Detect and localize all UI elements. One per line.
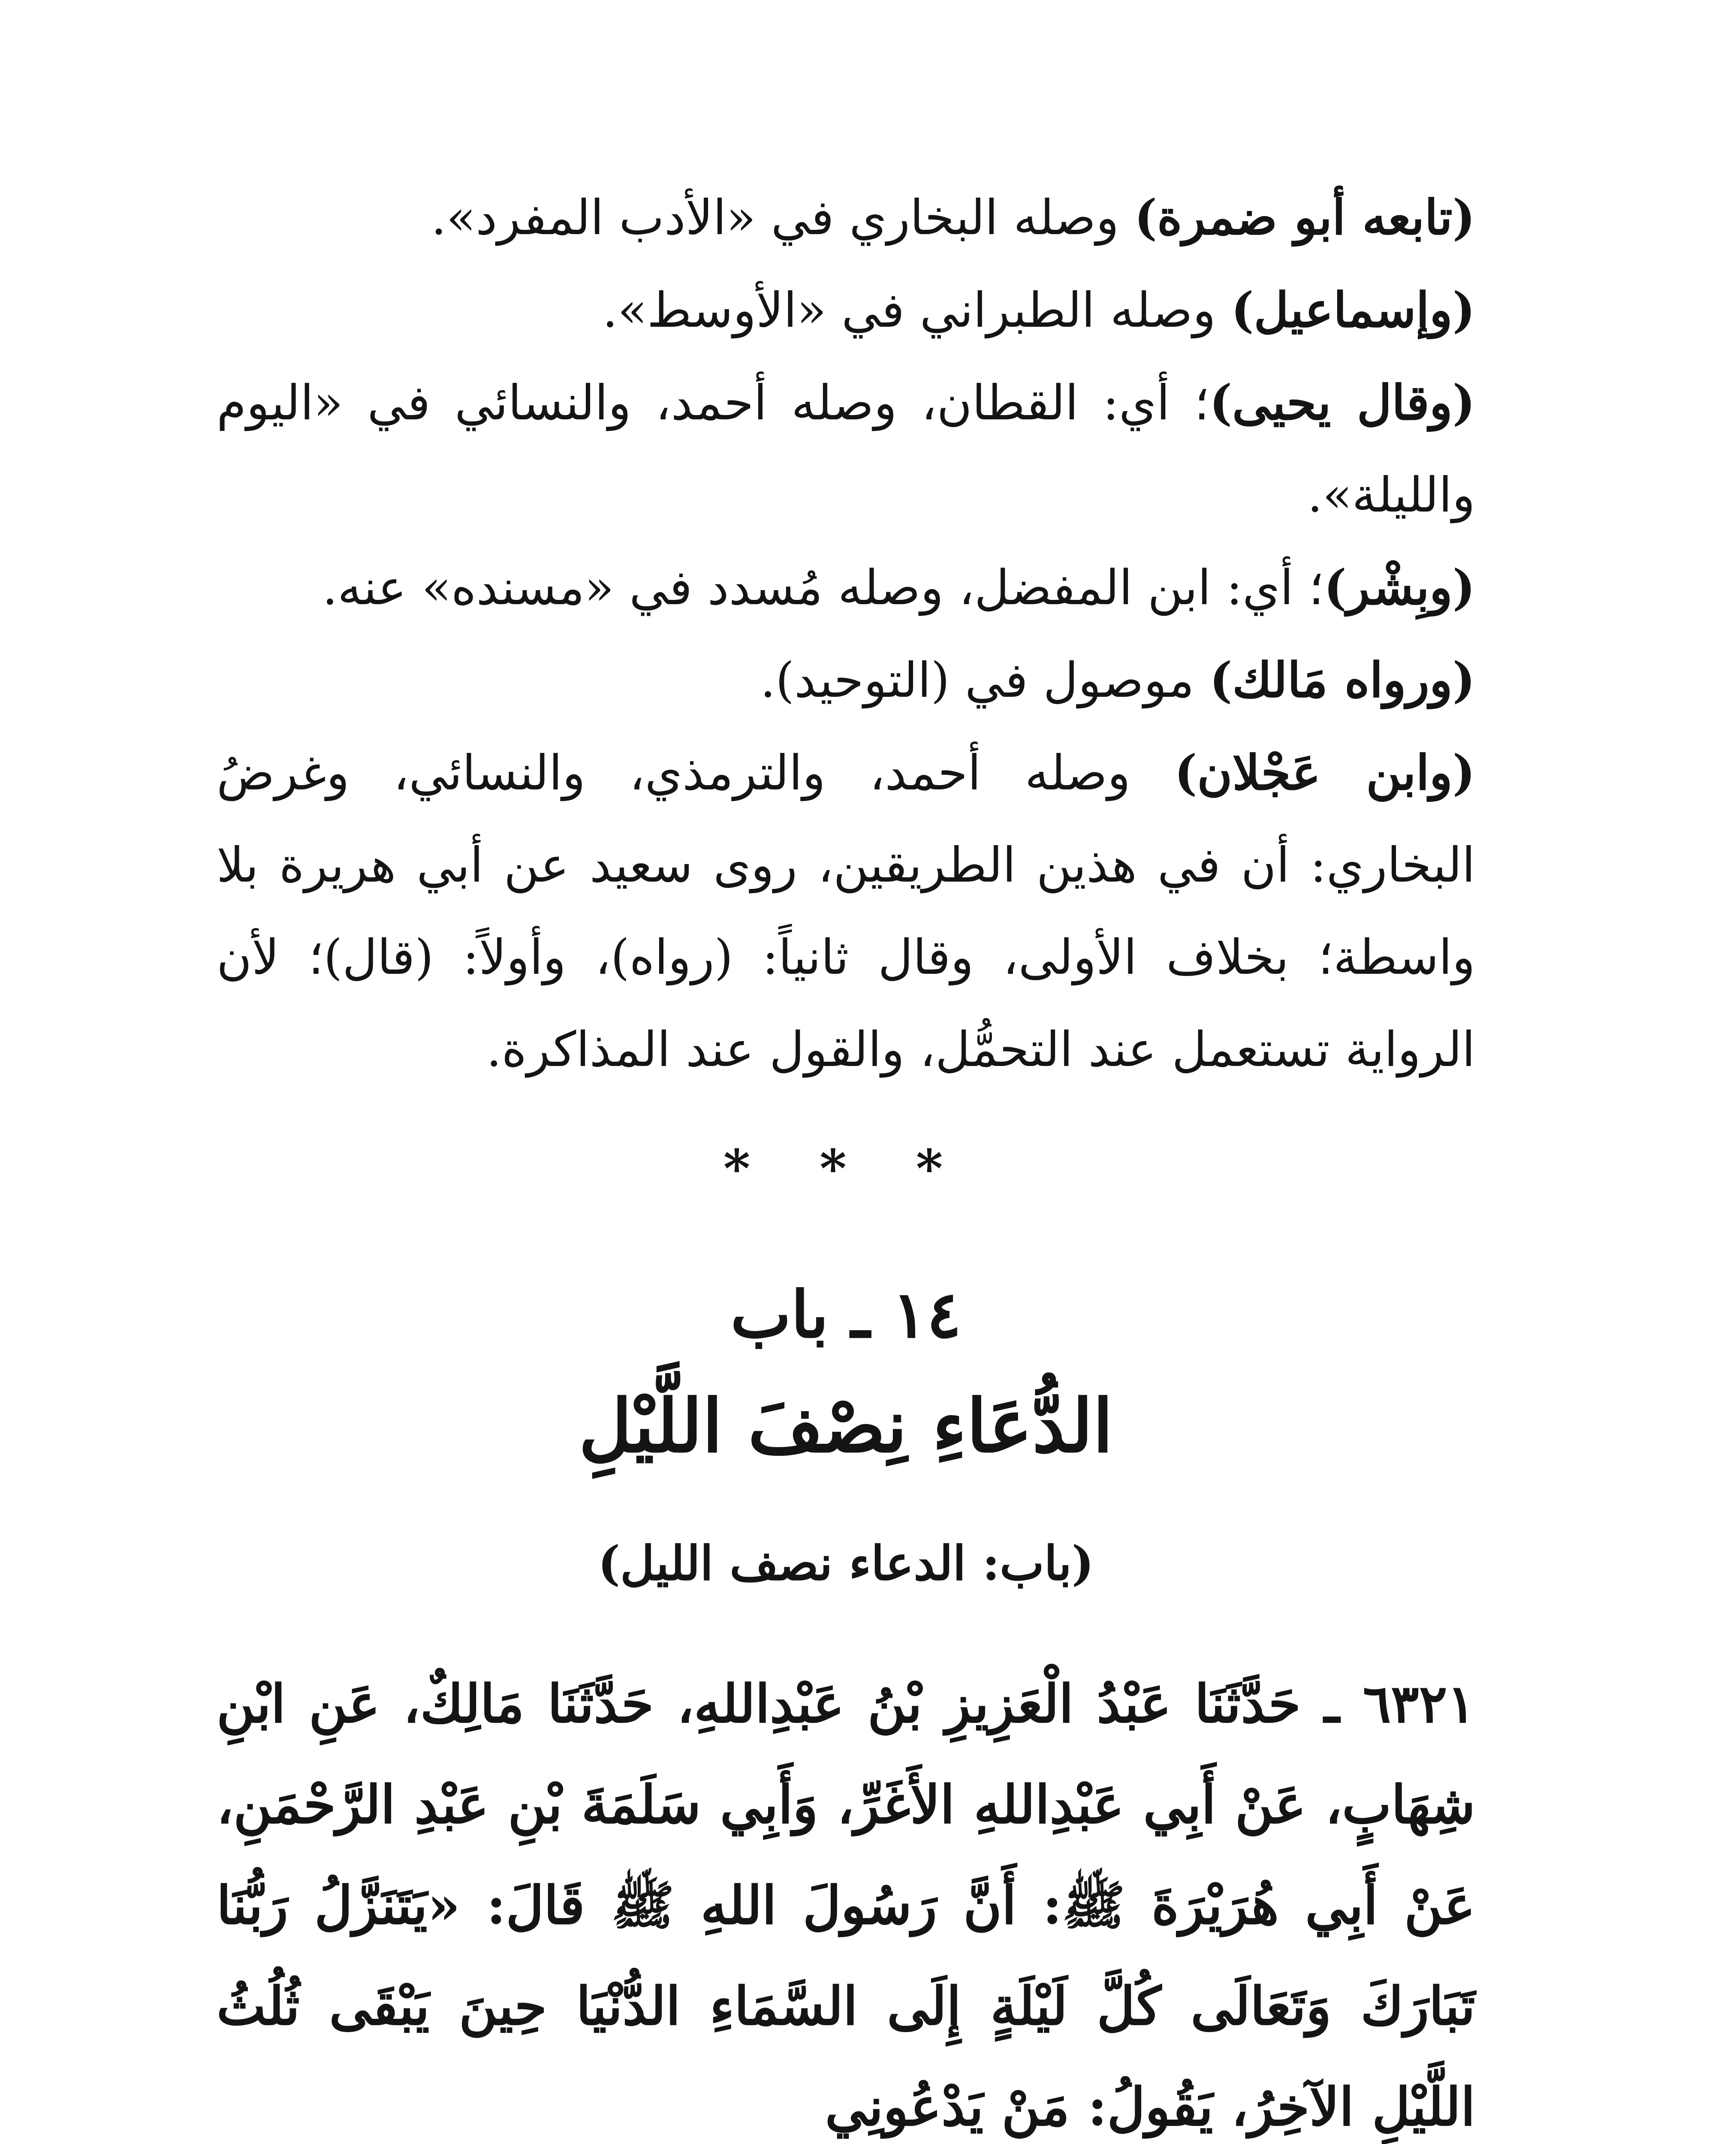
paragraph-lead: (تابعه أبو ضمرة)	[1134, 190, 1475, 246]
paragraph-text: موصول في (التوحيد).	[760, 653, 1210, 708]
text-column	[217, 172, 1475, 2144]
commentary-paragraph-2	[217, 264, 1475, 357]
commentary-paragraph-3	[217, 357, 1475, 542]
chapter-number: ١٤ ـ باب	[730, 1277, 961, 1352]
paragraph-lead: (وابن عَجْلان)	[1174, 745, 1476, 801]
commentary-paragraph-5	[217, 634, 1475, 727]
paragraph-lead: (ورواه مَالك)	[1209, 652, 1475, 708]
hadith-text: ٦٣٢١ ـ حَدَّثَنَا عَبْدُ الْعَزِيزِ بْنُ عَبْدِاللهِ، حَدَّثَنَا مَالِكٌ، عَنِ ابْنِ شِهَابٍ، عَنْ أَبِي عَبْدِاللهِ الأَغَرِّ، وَأَبِي سَلَمَةَ بْنِ عَبْدِ الرَّحْمَنِ، عَنْ أَبِي هُرَيْرَةَ ﷺ: أَنَّ رَسُولَ اللهِ ﷺ قَالَ: «يَتَنَزَّلُ رَبُّنَا تَبَارَكَ وَتَعَالَى كُلَّ لَيْلَةٍ إِلَى السَّمَاءِ الدُّنْيَا حِينَ يَبْقَى ثُلُثُ اللَّيْلِ الآخِرُ، يَقُولُ: مَنْ يَدْعُونِي	[217, 1673, 1475, 2138]
paragraph-text: ؛ أي: القطان، وصله أحمد، والنسائي في «اليوم والليلة».	[217, 375, 1475, 523]
paragraph-text: وصله البخاري في «الأدب المفرد».	[431, 190, 1134, 246]
paragraph-text: ؛ أي: ابن المفضل، وصله مُسدد في «مسنده» عنه.	[322, 560, 1324, 616]
paragraph-lead: (وبِشْر)	[1324, 560, 1475, 616]
commentary-paragraph-1	[217, 172, 1475, 264]
commentary-paragraph-4	[217, 542, 1475, 634]
paragraph-text: وصله الطبراني في «الأوسط».	[602, 283, 1231, 338]
paragraph-lead: (وقال يحيى)	[1209, 375, 1475, 431]
chapter-subheading: (باب: الدعاء نصف الليل)	[598, 1536, 1094, 1591]
commentary-paragraph-6	[217, 727, 1475, 1096]
paragraph-text: وصله أحمد، والترمذي، والنسائي، وغرضُ البخاري: أن في هذين الطريقين، روى سعيد عن أبي هريرة بلا واسطة؛ بخلاف الأولى، وقال ثانياً: (رواه)، وأولاً: (قال)؛ لأن الرواية تستعمل عند التحمُّل، والقول عند المذاكرة.	[217, 745, 1475, 1078]
chapter-title: الدُّعَاءِ نِصْفَ اللَّيْلِ	[579, 1383, 1113, 1469]
paragraph-lead: (وإسماعيل)	[1231, 282, 1475, 338]
section-separator: * * *	[723, 1138, 969, 1199]
